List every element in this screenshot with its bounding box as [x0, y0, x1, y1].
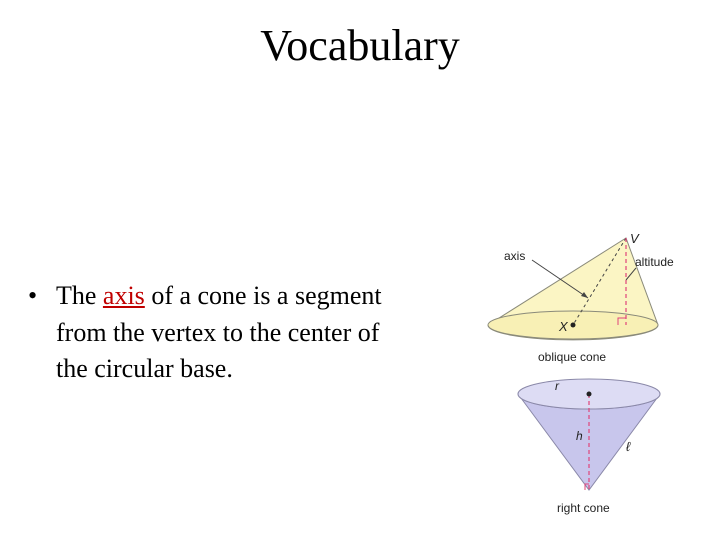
oblique-center-point	[571, 323, 576, 328]
cone-diagrams-svg	[480, 222, 700, 522]
right-cone-caption: right cone	[557, 501, 610, 515]
bullet-text-end: of a cone is a segment from the vertex to the center of the circular base.	[56, 281, 382, 383]
vocabulary-term: axis	[102, 281, 145, 310]
bullet-text-start: The	[56, 281, 103, 310]
center-label: X	[559, 319, 568, 334]
altitude-label: altitude	[635, 255, 674, 269]
slide-title: Vocabulary	[260, 21, 460, 70]
right-cone	[518, 379, 660, 515]
height-label: h	[576, 429, 583, 443]
vertex-label: V	[630, 231, 639, 246]
right-center-point	[587, 392, 592, 397]
cone-diagrams	[480, 222, 700, 522]
oblique-cone-caption: oblique cone	[538, 350, 607, 364]
bullet-text	[56, 278, 406, 388]
bullet-symbol: •	[28, 281, 38, 310]
radius-label: r	[555, 379, 559, 393]
axis-label: axis	[504, 249, 526, 263]
oblique-cone	[488, 231, 674, 364]
slant-label: ℓ	[626, 439, 631, 454]
